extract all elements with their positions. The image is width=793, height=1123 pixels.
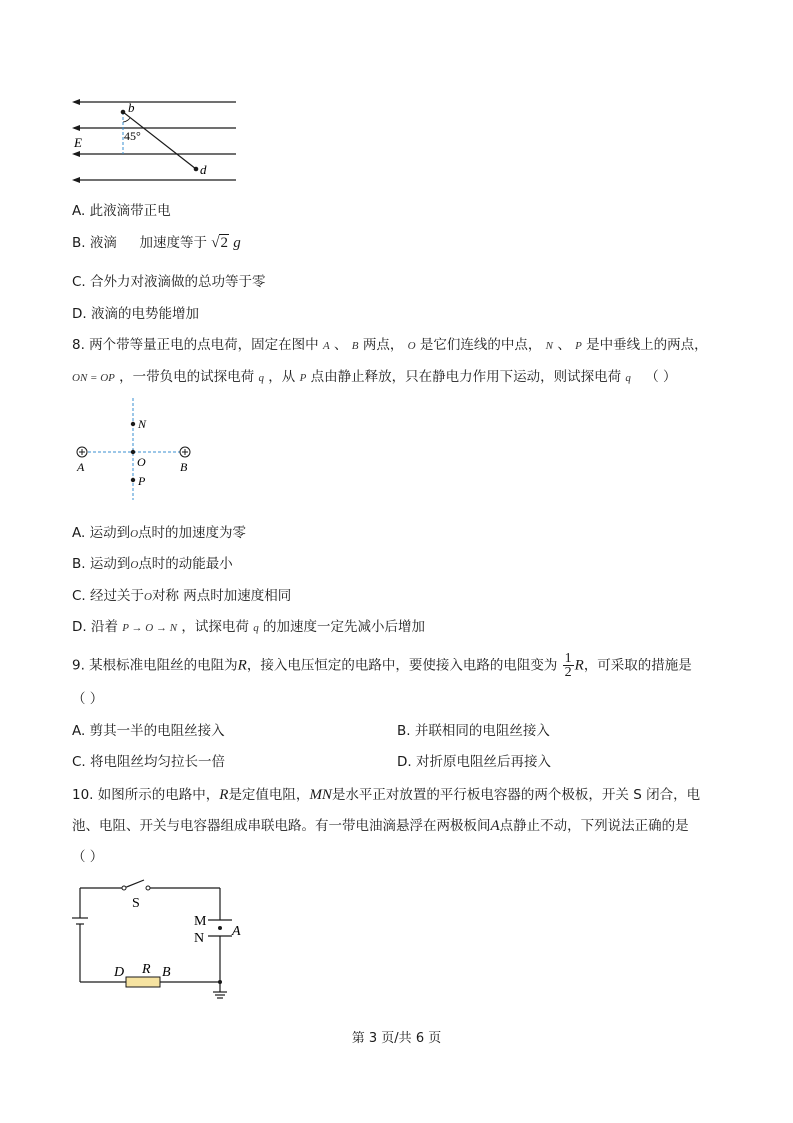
page-footer: 第 3 页/共 6 页 — [351, 1031, 442, 1046]
path-P-O-N: P → O → N — [122, 622, 178, 634]
label-B: B — [162, 965, 171, 980]
q7-option-b[interactable] — [72, 234, 241, 252]
symbol-q: q — [258, 372, 264, 384]
label-N: N — [194, 931, 205, 946]
electric-field-figure — [68, 92, 248, 188]
symbol-O: O — [407, 340, 416, 352]
q8-stem-line1: 8. 两个带等量正电的点电荷，固定在图中 A 、 B 两点， O 是它们连线的中点， N 、 P 是中垂线上的两点， — [72, 337, 708, 353]
q9-option-b[interactable]: B. 并联相同的电阻丝接入 — [397, 723, 550, 739]
q9-option-d[interactable]: D. 对折原电阻丝后再接入 — [397, 754, 551, 770]
symbol-P: P — [575, 340, 582, 352]
label-A: A — [77, 460, 85, 474]
q10-paren: （ ） — [72, 849, 104, 865]
label-angle: 45° — [124, 129, 141, 143]
q9-stem: 9. 某根标准电阻丝的电阻为R，接入电压恒定的电路中，要使接入电路的电阻变为 $\frac{1}{2}$ R，可采取的措施是 — [72, 651, 692, 680]
symbol-P: P — [299, 372, 307, 384]
q8-option-a[interactable]: A. 运动到O点时的加速度为零 — [72, 525, 247, 541]
q7-option-b-pre: B. 液滴 — [72, 235, 117, 251]
q9-paren: （ ） — [72, 691, 104, 707]
label-S: S — [132, 896, 140, 911]
label-A: A — [232, 924, 241, 939]
q7-option-b-post: 加速度等于 — [139, 235, 207, 251]
q7-option-c[interactable]: C. 合外力对液滴做的总功等于零 — [72, 274, 266, 290]
equation-ON-OP: ON = OP — [72, 372, 115, 384]
label-B: B — [180, 460, 188, 474]
label-d: d — [200, 162, 207, 177]
symbol-A: A — [322, 340, 330, 352]
label-b: b — [128, 100, 135, 115]
q8-option-c[interactable]: C. 经过关于O对称 两点时加速度相同 — [72, 588, 292, 604]
q10-stem-line2: 池、电阻、开关与电容器组成串联电路。有一带电油滴悬浮在两极板间A点静止不动，下列说法正确的是 — [72, 818, 689, 834]
circuit-figure — [70, 878, 260, 1008]
label-M: M — [194, 914, 207, 929]
q9-option-c[interactable]: C. 将电阻丝均匀拉长一倍 — [72, 754, 226, 770]
symbol-g: g — [233, 235, 241, 251]
q7-option-a[interactable]: A. 此液滴带正电 — [72, 203, 171, 219]
label-R: R — [142, 962, 151, 977]
symbol-B: B — [351, 340, 359, 352]
fraction-one-half: $\frac{1}{2}$ — [564, 651, 572, 680]
q7-option-d[interactable]: D. 液滴的电势能增加 — [72, 306, 199, 322]
answer-paren: （ ） — [645, 369, 677, 385]
label-O: O — [137, 455, 146, 469]
charges-figure — [70, 394, 200, 504]
sqrt-expression: √2 — [211, 235, 228, 251]
label-N: N — [138, 417, 147, 431]
q8-stem-line2: ON = OP ，一带负电的试探电荷 q ，从 P 点由静止释放，只在静电力作用下运动，则试探电荷 q （ ） — [72, 369, 677, 385]
symbol-q: q — [625, 372, 631, 384]
q8-option-b[interactable]: B. 运动到O点时的动能最小 — [72, 556, 233, 572]
label-E: E — [74, 135, 82, 150]
q8-option-d[interactable]: D. 沿着 P → O → N ，试探电荷 q 的加速度一定先减小后增加 — [72, 619, 425, 635]
label-D: D — [114, 965, 125, 980]
q10-stem-line1: 10. 如图所示的电路中，R是定值电阻，MN是水平正对放置的平行板电容器的两个极板，开关 S 闭合，电 — [72, 787, 701, 803]
q9-option-a[interactable]: A. 剪其一半的电阻丝接入 — [72, 723, 225, 739]
label-P: P — [138, 474, 146, 488]
symbol-N: N — [545, 340, 554, 352]
